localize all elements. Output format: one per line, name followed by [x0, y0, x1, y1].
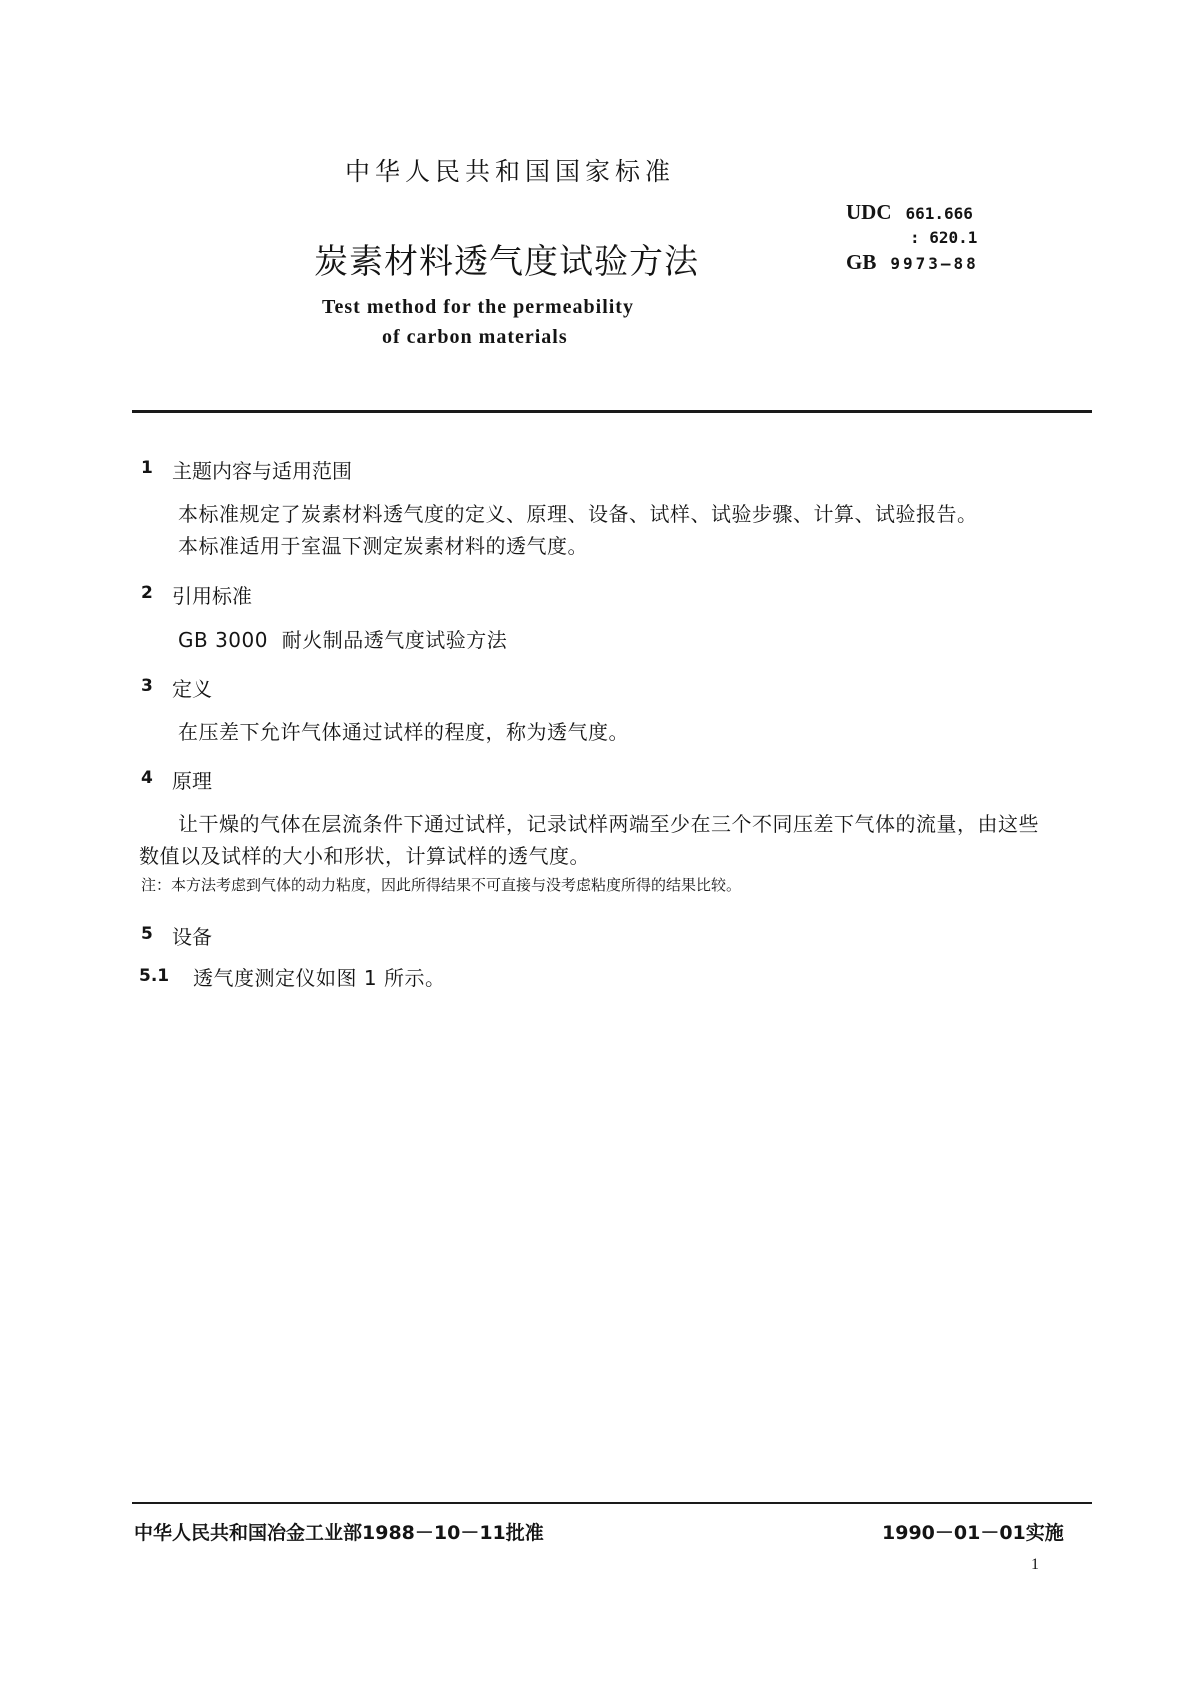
- approval-line: 中华人民共和国冶金工业部1988－10－11批准: [134, 1522, 544, 1544]
- gb-value: 9973—88: [890, 254, 979, 273]
- document-title-en-line2: of carbon materials: [382, 326, 568, 348]
- section-4-paragraph-2: 数值以及试样的大小和形状，计算试样的透气度。: [139, 844, 590, 868]
- section-5-number: 5: [141, 924, 153, 944]
- udc-label: UDC: [846, 200, 892, 224]
- gb-label: GB: [846, 250, 877, 274]
- document-title-cn: 炭素材料透气度试验方法: [314, 242, 699, 282]
- section-4-number: 4: [141, 768, 153, 788]
- subsection-5-1-text: 透气度测定仪如图 1 所示。: [193, 966, 446, 990]
- section-2-reference: GB 3000 耐火制品透气度试验方法: [178, 628, 508, 652]
- section-3-number: 3: [141, 676, 153, 696]
- footer-divider: [132, 1502, 1092, 1504]
- section-1-paragraph-2: 本标准适用于室温下测定炭素材料的透气度。: [178, 534, 588, 558]
- section-1-title: 主题内容与适用范围: [172, 459, 352, 483]
- section-4-note: 注：本方法考虑到气体的动力粘度，因此所得结果不可直接与没考虑粘度所得的结果比较。: [141, 876, 742, 894]
- section-4-paragraph-1: 让干燥的气体在层流条件下通过试样，记录试样两端至少在三个不同压差下气体的流量，由这些: [178, 812, 1039, 836]
- page-number: 1: [1031, 1556, 1039, 1573]
- section-4-title: 原理: [172, 769, 212, 793]
- section-3-title: 定义: [172, 677, 212, 701]
- gb-code: [846, 250, 979, 275]
- implementation-date: 1990－01－01实施: [882, 1522, 1064, 1544]
- national-standard-heading: 中华人民共和国国家标准: [345, 157, 676, 186]
- document-title-en-line1: Test method for the permeability: [322, 296, 634, 318]
- section-2-title: 引用标准: [172, 584, 252, 608]
- section-3-paragraph: 在压差下允许气体通过试样的程度，称为透气度。: [178, 720, 629, 744]
- section-5-title: 设备: [172, 925, 212, 949]
- udc-value-2: : 620.1: [910, 228, 978, 247]
- header-divider: [132, 410, 1092, 413]
- udc-value-1: 661.666: [905, 204, 973, 223]
- subsection-5-1-number: 5.1: [139, 966, 170, 986]
- section-1-paragraph-1: 本标准规定了炭素材料透气度的定义、原理、设备、试样、试验步骤、计算、试验报告。: [178, 502, 978, 526]
- section-2-number: 2: [141, 583, 153, 603]
- section-1-number: 1: [141, 458, 153, 478]
- udc-code: [846, 200, 973, 225]
